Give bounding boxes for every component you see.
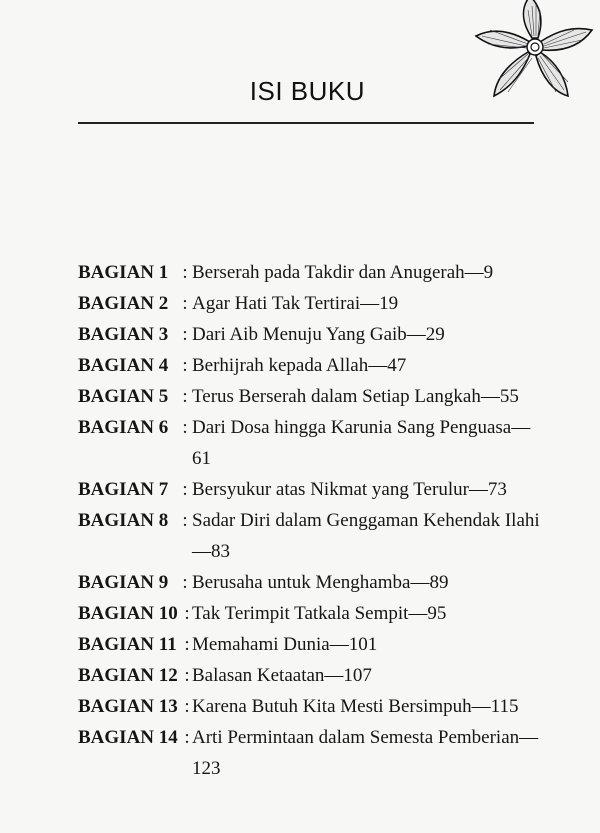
toc-entry-label: BAGIAN 12 — [78, 665, 178, 686]
toc-entry-label: BAGIAN 14 — [78, 727, 178, 748]
toc-separator: : — [182, 262, 188, 283]
toc-separator: : — [182, 293, 188, 314]
toc-separator: : — [184, 696, 190, 717]
toc-entry-title: Karena Butuh Kita Mesti Bersimpuh—115 — [192, 696, 519, 717]
toc-entry-label: BAGIAN 10 — [78, 603, 178, 624]
toc-entry-label: BAGIAN 5 — [78, 386, 169, 407]
toc-entry — [78, 319, 548, 350]
toc-entry-label: BAGIAN 1 — [78, 262, 169, 283]
toc-entry-title: Terus Berserah dalam Setiap Langkah—55 — [192, 386, 519, 407]
toc-separator: : — [182, 479, 188, 500]
toc-entry — [78, 288, 548, 319]
toc-entry-title: Sadar Diri dalam Genggaman Kehendak Ilahi—83 — [192, 510, 540, 562]
toc-separator: : — [184, 603, 190, 624]
table-of-contents — [78, 257, 548, 784]
page-title: ISI BUKU — [249, 76, 365, 106]
toc-entry — [78, 691, 548, 722]
toc-entry-label: BAGIAN 4 — [78, 355, 169, 376]
toc-entry — [78, 722, 548, 784]
toc-entry-label: BAGIAN 11 — [78, 634, 177, 655]
toc-entry-title: Memahami Dunia—101 — [192, 634, 378, 655]
toc-separator: : — [182, 510, 188, 531]
toc-entry — [78, 660, 548, 691]
toc-separator: : — [184, 665, 190, 686]
title-divider — [78, 122, 534, 124]
toc-entry-title: Berhijrah kepada Allah—47 — [192, 355, 407, 376]
toc-entry — [78, 629, 548, 660]
toc-separator: : — [182, 355, 188, 376]
toc-entry-label: BAGIAN 3 — [78, 324, 169, 345]
toc-entry-title: Dari Dosa hingga Karunia Sang Penguasa—61 — [192, 417, 531, 469]
toc-entry-title: Arti Permintaan dalam Semesta Pemberian—123 — [192, 727, 539, 779]
toc-entry-title: Tak Terimpit Tatkala Sempit—95 — [192, 603, 447, 624]
toc-entry — [78, 381, 548, 412]
toc-separator: : — [184, 727, 190, 748]
toc-entry-label: BAGIAN 2 — [78, 293, 169, 314]
toc-entry — [78, 598, 548, 629]
toc-entry-title: Balasan Ketaatan—107 — [192, 665, 372, 686]
toc-entry — [78, 474, 548, 505]
toc-entry — [78, 567, 548, 598]
toc-separator: : — [182, 386, 188, 407]
toc-entry — [78, 412, 548, 474]
toc-separator: : — [182, 417, 188, 438]
toc-entry-title: Agar Hati Tak Tertirai—19 — [192, 293, 399, 314]
toc-entry — [78, 350, 548, 381]
toc-entry-title: Dari Aib Menuju Yang Gaib—29 — [192, 324, 445, 345]
toc-entry-title: Berusaha untuk Menghamba—89 — [192, 572, 449, 593]
toc-separator: : — [182, 572, 188, 593]
toc-entry-label: BAGIAN 7 — [78, 479, 169, 500]
toc-entry-title: Berserah pada Takdir dan Anugerah—9 — [192, 262, 494, 283]
toc-entry-title: Bersyukur atas Nikmat yang Terulur—73 — [192, 479, 507, 500]
toc-separator: : — [184, 634, 190, 655]
toc-entry-label: BAGIAN 6 — [78, 417, 169, 438]
toc-separator: : — [182, 324, 188, 345]
toc-entry-label: BAGIAN 8 — [78, 510, 169, 531]
toc-entry-label: BAGIAN 9 — [78, 572, 169, 593]
toc-entry-label: BAGIAN 13 — [78, 696, 178, 717]
toc-entry — [78, 257, 548, 288]
toc-entry — [78, 505, 548, 567]
